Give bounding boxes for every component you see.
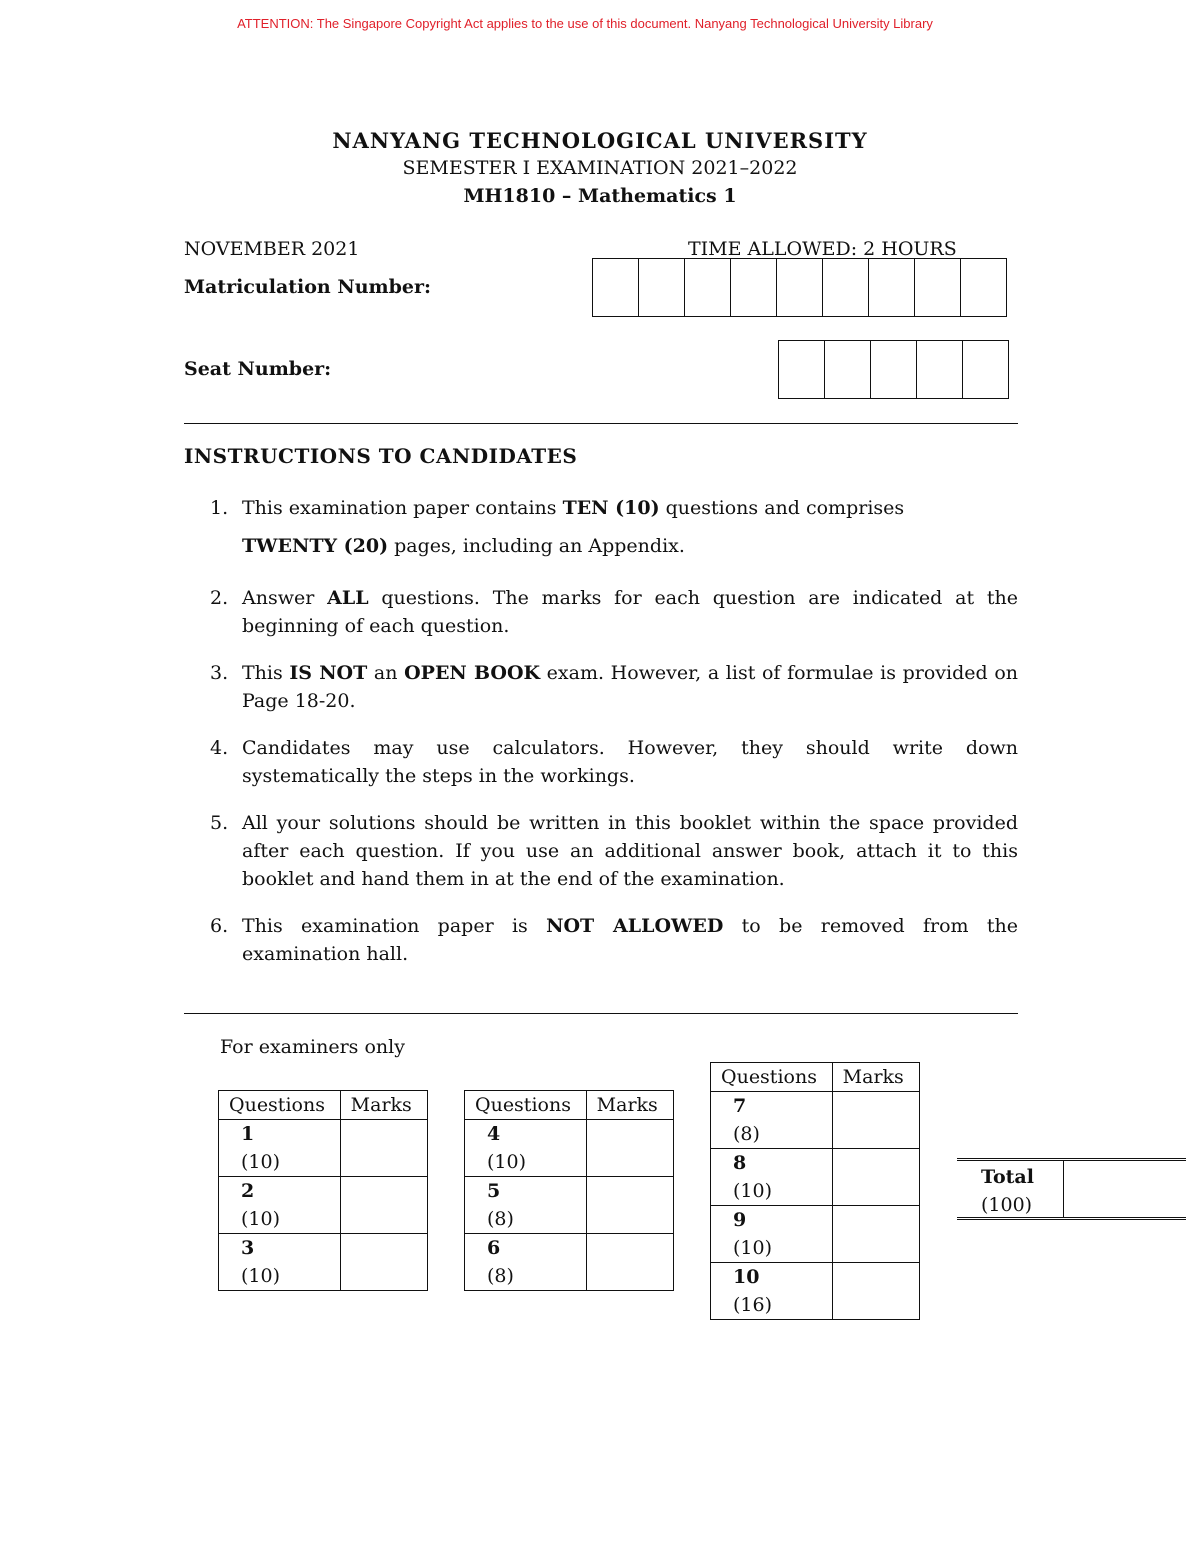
instruction-text: All your solutions should be written in this booklet within the space provided after each question. If you use an additional answer book, attach it to this booklet and hand them in at the end of the examination. <box>242 812 1018 890</box>
divider <box>184 1013 1018 1014</box>
examiners-label: For examiners only <box>220 1036 405 1058</box>
seat-digit-box[interactable] <box>917 341 963 398</box>
question-number: 6 <box>487 1237 501 1259</box>
question-max-marks: (10) <box>241 1151 281 1173</box>
question-number: 1 <box>241 1123 255 1145</box>
semester-title: SEMESTER I EXAMINATION 2021–2022 <box>402 157 798 179</box>
marks-entry-cell[interactable] <box>586 1177 673 1234</box>
table-row <box>711 1092 920 1149</box>
total-marks-entry-cell[interactable] <box>1064 1161 1186 1217</box>
instruction-emphasis: TWENTY (20) <box>242 535 389 557</box>
instruction-emphasis: TEN (10) <box>562 497 660 519</box>
course-title: MH1810 – Mathematics 1 <box>463 185 737 207</box>
matriculation-label: Matriculation Number: <box>184 276 432 298</box>
table-row <box>711 1206 920 1263</box>
question-max-marks: (8) <box>487 1265 514 1287</box>
instruction-text: Answer <box>242 587 328 609</box>
instruction-number: 2. <box>210 587 229 609</box>
table-row <box>465 1234 674 1291</box>
question-number: 2 <box>241 1180 255 1202</box>
instructions-list <box>184 494 1018 987</box>
question-number: 5 <box>487 1180 501 1202</box>
seat-digit-box[interactable] <box>825 341 871 398</box>
instructions-title: INSTRUCTIONS TO CANDIDATES <box>184 444 578 468</box>
university-name: NANYANG TECHNOLOGICAL UNIVERSITY <box>332 128 868 153</box>
question-max-marks: (10) <box>241 1265 281 1287</box>
instruction-number: 4. <box>210 737 229 759</box>
question-number: 7 <box>733 1095 747 1117</box>
question-max-marks: (16) <box>733 1294 773 1316</box>
matriculation-number-boxes[interactable] <box>592 258 1007 317</box>
table-row <box>465 1177 674 1234</box>
instruction-text: to be removed from the examination hall. <box>242 915 1018 965</box>
total-max-marks: (100) <box>981 1194 1033 1216</box>
marks-entry-cell[interactable] <box>586 1234 673 1291</box>
matric-digit-box[interactable] <box>915 259 961 316</box>
table-row <box>219 1120 428 1177</box>
instruction-number: 6. <box>210 915 229 937</box>
marks-entry-cell[interactable] <box>832 1092 919 1149</box>
col-questions-header: Questions <box>219 1091 341 1120</box>
question-number: 9 <box>733 1209 747 1231</box>
divider <box>184 423 1018 424</box>
col-questions-header: Questions <box>711 1063 833 1092</box>
marks-entry-cell[interactable] <box>340 1234 427 1291</box>
exam-month: NOVEMBER 2021 <box>184 238 360 260</box>
table-row <box>219 1234 428 1291</box>
instruction-item <box>184 659 1018 715</box>
marks-entry-cell[interactable] <box>340 1120 427 1177</box>
seat-number-boxes[interactable] <box>778 340 1009 399</box>
instruction-emphasis: IS NOT <box>289 662 368 684</box>
table-row <box>219 1177 428 1234</box>
matric-digit-box[interactable] <box>731 259 777 316</box>
seat-digit-box[interactable] <box>779 341 825 398</box>
marks-table-1 <box>218 1090 428 1291</box>
instruction-item <box>184 584 1018 640</box>
seat-number-label: Seat Number: <box>184 358 332 380</box>
instruction-item <box>184 809 1018 893</box>
question-number: 8 <box>733 1152 747 1174</box>
col-questions-header: Questions <box>465 1091 587 1120</box>
instruction-text: This examination paper contains <box>242 497 563 519</box>
instruction-item <box>184 734 1018 790</box>
instruction-text: This <box>242 662 290 684</box>
seat-digit-box[interactable] <box>963 341 1008 398</box>
question-number: 10 <box>733 1266 760 1288</box>
matric-digit-box[interactable] <box>823 259 869 316</box>
matric-digit-box[interactable] <box>639 259 685 316</box>
instruction-item <box>184 912 1018 968</box>
instruction-emphasis: OPEN BOOK <box>404 662 541 684</box>
matric-digit-box[interactable] <box>869 259 915 316</box>
marks-entry-cell[interactable] <box>832 1149 919 1206</box>
question-number: 4 <box>487 1123 501 1145</box>
question-max-marks: (10) <box>241 1208 281 1230</box>
instruction-text: This examination paper is <box>242 915 547 937</box>
instruction-text: Candidates may use calculators. However, they should write down systematically the steps in the workings. <box>242 737 1018 787</box>
question-max-marks: (10) <box>733 1237 773 1259</box>
table-row <box>711 1149 920 1206</box>
total-label: Total <box>981 1166 1034 1188</box>
question-max-marks: (8) <box>733 1123 760 1145</box>
marks-entry-cell[interactable] <box>340 1177 427 1234</box>
matric-digit-box[interactable] <box>961 259 1006 316</box>
instruction-text: questions and comprises <box>659 497 905 519</box>
marks-entry-cell[interactable] <box>586 1120 673 1177</box>
instruction-text: an <box>367 662 405 684</box>
copyright-banner: ATTENTION: The Singapore Copyright Act applies to the use of this document. Nanyang Technological University Library <box>237 16 933 31</box>
instruction-number: 5. <box>210 812 229 834</box>
matric-digit-box[interactable] <box>777 259 823 316</box>
question-max-marks: (8) <box>487 1208 514 1230</box>
instruction-emphasis: NOT ALLOWED <box>546 915 724 937</box>
question-number: 3 <box>241 1237 255 1259</box>
table-row <box>711 1263 920 1320</box>
marks-table-2 <box>464 1090 674 1291</box>
seat-digit-box[interactable] <box>871 341 917 398</box>
instruction-text: exam. However, a list of formulae is provided on Page 18-20. <box>242 662 1018 712</box>
question-max-marks: (10) <box>487 1151 527 1173</box>
col-marks-header: Marks <box>340 1091 427 1120</box>
marks-entry-cell[interactable] <box>832 1206 919 1263</box>
marks-entry-cell[interactable] <box>832 1263 919 1320</box>
table-row <box>465 1120 674 1177</box>
instruction-text: questions. The marks for each question are indicated at the beginning of each question. <box>242 587 1018 637</box>
matric-digit-box[interactable] <box>593 259 639 316</box>
question-max-marks: (10) <box>733 1180 773 1202</box>
total-box <box>957 1158 1186 1220</box>
matric-digit-box[interactable] <box>685 259 731 316</box>
instruction-number: 3. <box>210 662 229 684</box>
instruction-text: pages, including an Appendix. <box>388 535 685 557</box>
col-marks-header: Marks <box>832 1063 919 1092</box>
instruction-number: 1. <box>210 497 229 519</box>
instruction-item <box>184 494 1018 565</box>
col-marks-header: Marks <box>586 1091 673 1120</box>
instruction-emphasis: ALL <box>327 587 369 609</box>
time-allowed: TIME ALLOWED: 2 HOURS <box>688 238 957 260</box>
marks-table-3 <box>710 1062 920 1320</box>
